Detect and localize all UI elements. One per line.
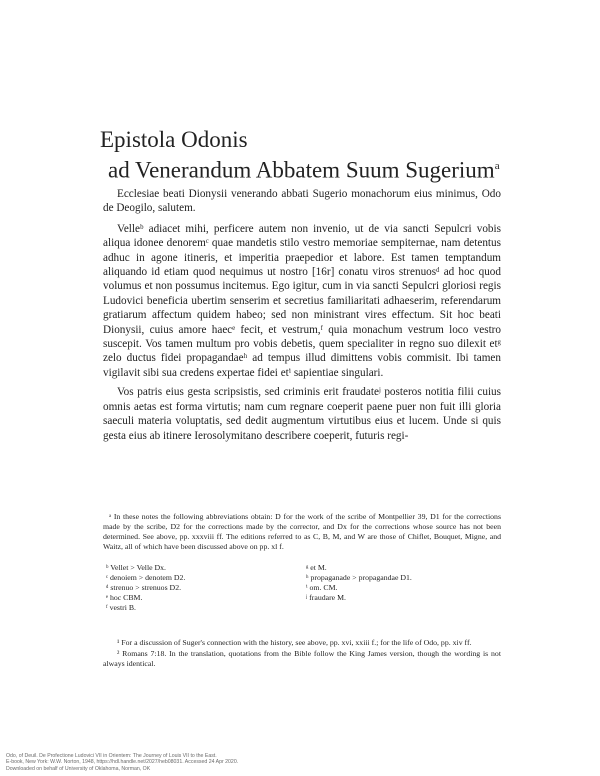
download-citation-footer xyxy=(6,753,596,772)
variants-column-left xyxy=(103,563,303,613)
variant-note: ⁱ om. CM. xyxy=(306,583,338,592)
variant-note: ᶜ denoiem > denotem D2. xyxy=(106,573,186,582)
page-title xyxy=(100,126,500,184)
title-footnote-marker: a xyxy=(494,160,500,172)
variant-note: ᶠ vestri B. xyxy=(106,603,136,612)
variants-column-right xyxy=(303,563,501,613)
numbered-footnotes xyxy=(103,638,501,670)
abbreviations-footnote xyxy=(103,512,501,552)
title-line-2 xyxy=(100,153,500,184)
letter-body xyxy=(103,187,501,448)
title-line-1: Epistola Odonis xyxy=(100,127,248,152)
salutation-paragraph: Ecclesiae beati Dionysii venerando abbati Sugerio monachorum eius minimus, Odo de Deogilo, salutem. xyxy=(103,188,501,215)
footer-line: E-book, New York: W.W. Norton, 1948, https://hdl.handle.net/2027/heb08031. Accessed 24 Apr 2020. xyxy=(6,759,239,766)
textual-variants xyxy=(103,563,501,613)
variant-note: ᵇ Vellet > Velle Dx. xyxy=(106,563,167,572)
variant-note: ᵈ strenuo > strenuos D2. xyxy=(106,583,182,592)
body-paragraph: Vos patris eius gesta scripsistis, sed criminis erit fraudateʲ posteros notitia filii cuius omnis aetas est forma virtutis; nam cum regnare coeperit paene puer non fuit illi gloria saeculi materia voluptatis, sed dedit augmentum virtutibus eius et lucem. Unde si quis gesta eius ab itinere Ierosolymitano describere coeperit, futuris regi- xyxy=(103,386,501,442)
footnote-1: ¹ For a discussion of Suger's connection with the history, see above, pp. xvi, xxiii f.; for the life of Odo, pp. xiv ff. xyxy=(117,638,472,647)
variant-note: ᵍ et M. xyxy=(306,563,327,572)
body-paragraph: Velleᵇ adiacet mihi, perficere autem non invenio, ut de via sancti Sepulcri vobis aliqua idonee denoremᶜ quae mandetis stilo vestro memoriae sempiternae, nam detentus adhuc in agone itineris, et imperitia praepedior et labore. Est tamen temptandum aliquando id etiam quod nequimus ut nostro [16r] conatu viros strenuosᵈ ad hoc quod volumus et non possumus incitemus. Ego igitur, cum in via sancti Sepulcri gloriosi regis Ludovici beneficia ubertim senserim et secretius familiaritati adhaeserim, referendarum gratiarum affectum quidem habeo; sed non ministrant vires effectum. Sit hoc beati Dionysii, cuius amore haecᵉ fecit, et vestrum,ᶠ quia monachum vestrum loco vestro suscepit. Vos tamen multum pro vobis debetis, quem specialiter in regno suo dilexit etᵍ zelo ductus fidei propagandaeʰ ad tempus illud dimittens vobis commisit. Ibi tamen vigilavit sibi sua credens expertae fidei etⁱ sapientiae singulari. xyxy=(103,222,501,379)
variant-note: ʲ fraudare M. xyxy=(306,593,346,602)
footer-line: Odo, of Deuil. De Profectione Ludovici VII in Orientem: The Journey of Louis VII to the East. xyxy=(6,753,217,759)
abbreviations-note: ᵃ In these notes the following abbreviations obtain: D for the work of the scribe of Montpellier 39, D1 for the corrections made by the scribe, D2 for the corrections made by the corrector, and Dx for the corrections whose source has not been determined. See above, pp. xxxviii ff. The editions referred to as C, B, M, and W are those of Chiflet, Bouquet, Migne, and Waitz, all of which have been discussed above on pp. xl f. xyxy=(103,512,501,551)
title-line-2-text: ad Venerandum Abbatem Suum Sugerium xyxy=(108,157,495,183)
variant-note: ʰ propaganade > propagandae D1. xyxy=(306,573,412,582)
footer-line: Downloaded on behalf of University of Oklahoma, Norman, OK xyxy=(6,765,151,772)
variant-note: ᵉ hoc CBM. xyxy=(106,593,143,602)
footnote-2: ² Romans 7:18. In the translation, quotations from the Bible follow the King James version, though the wording is not always identical. xyxy=(103,649,501,668)
